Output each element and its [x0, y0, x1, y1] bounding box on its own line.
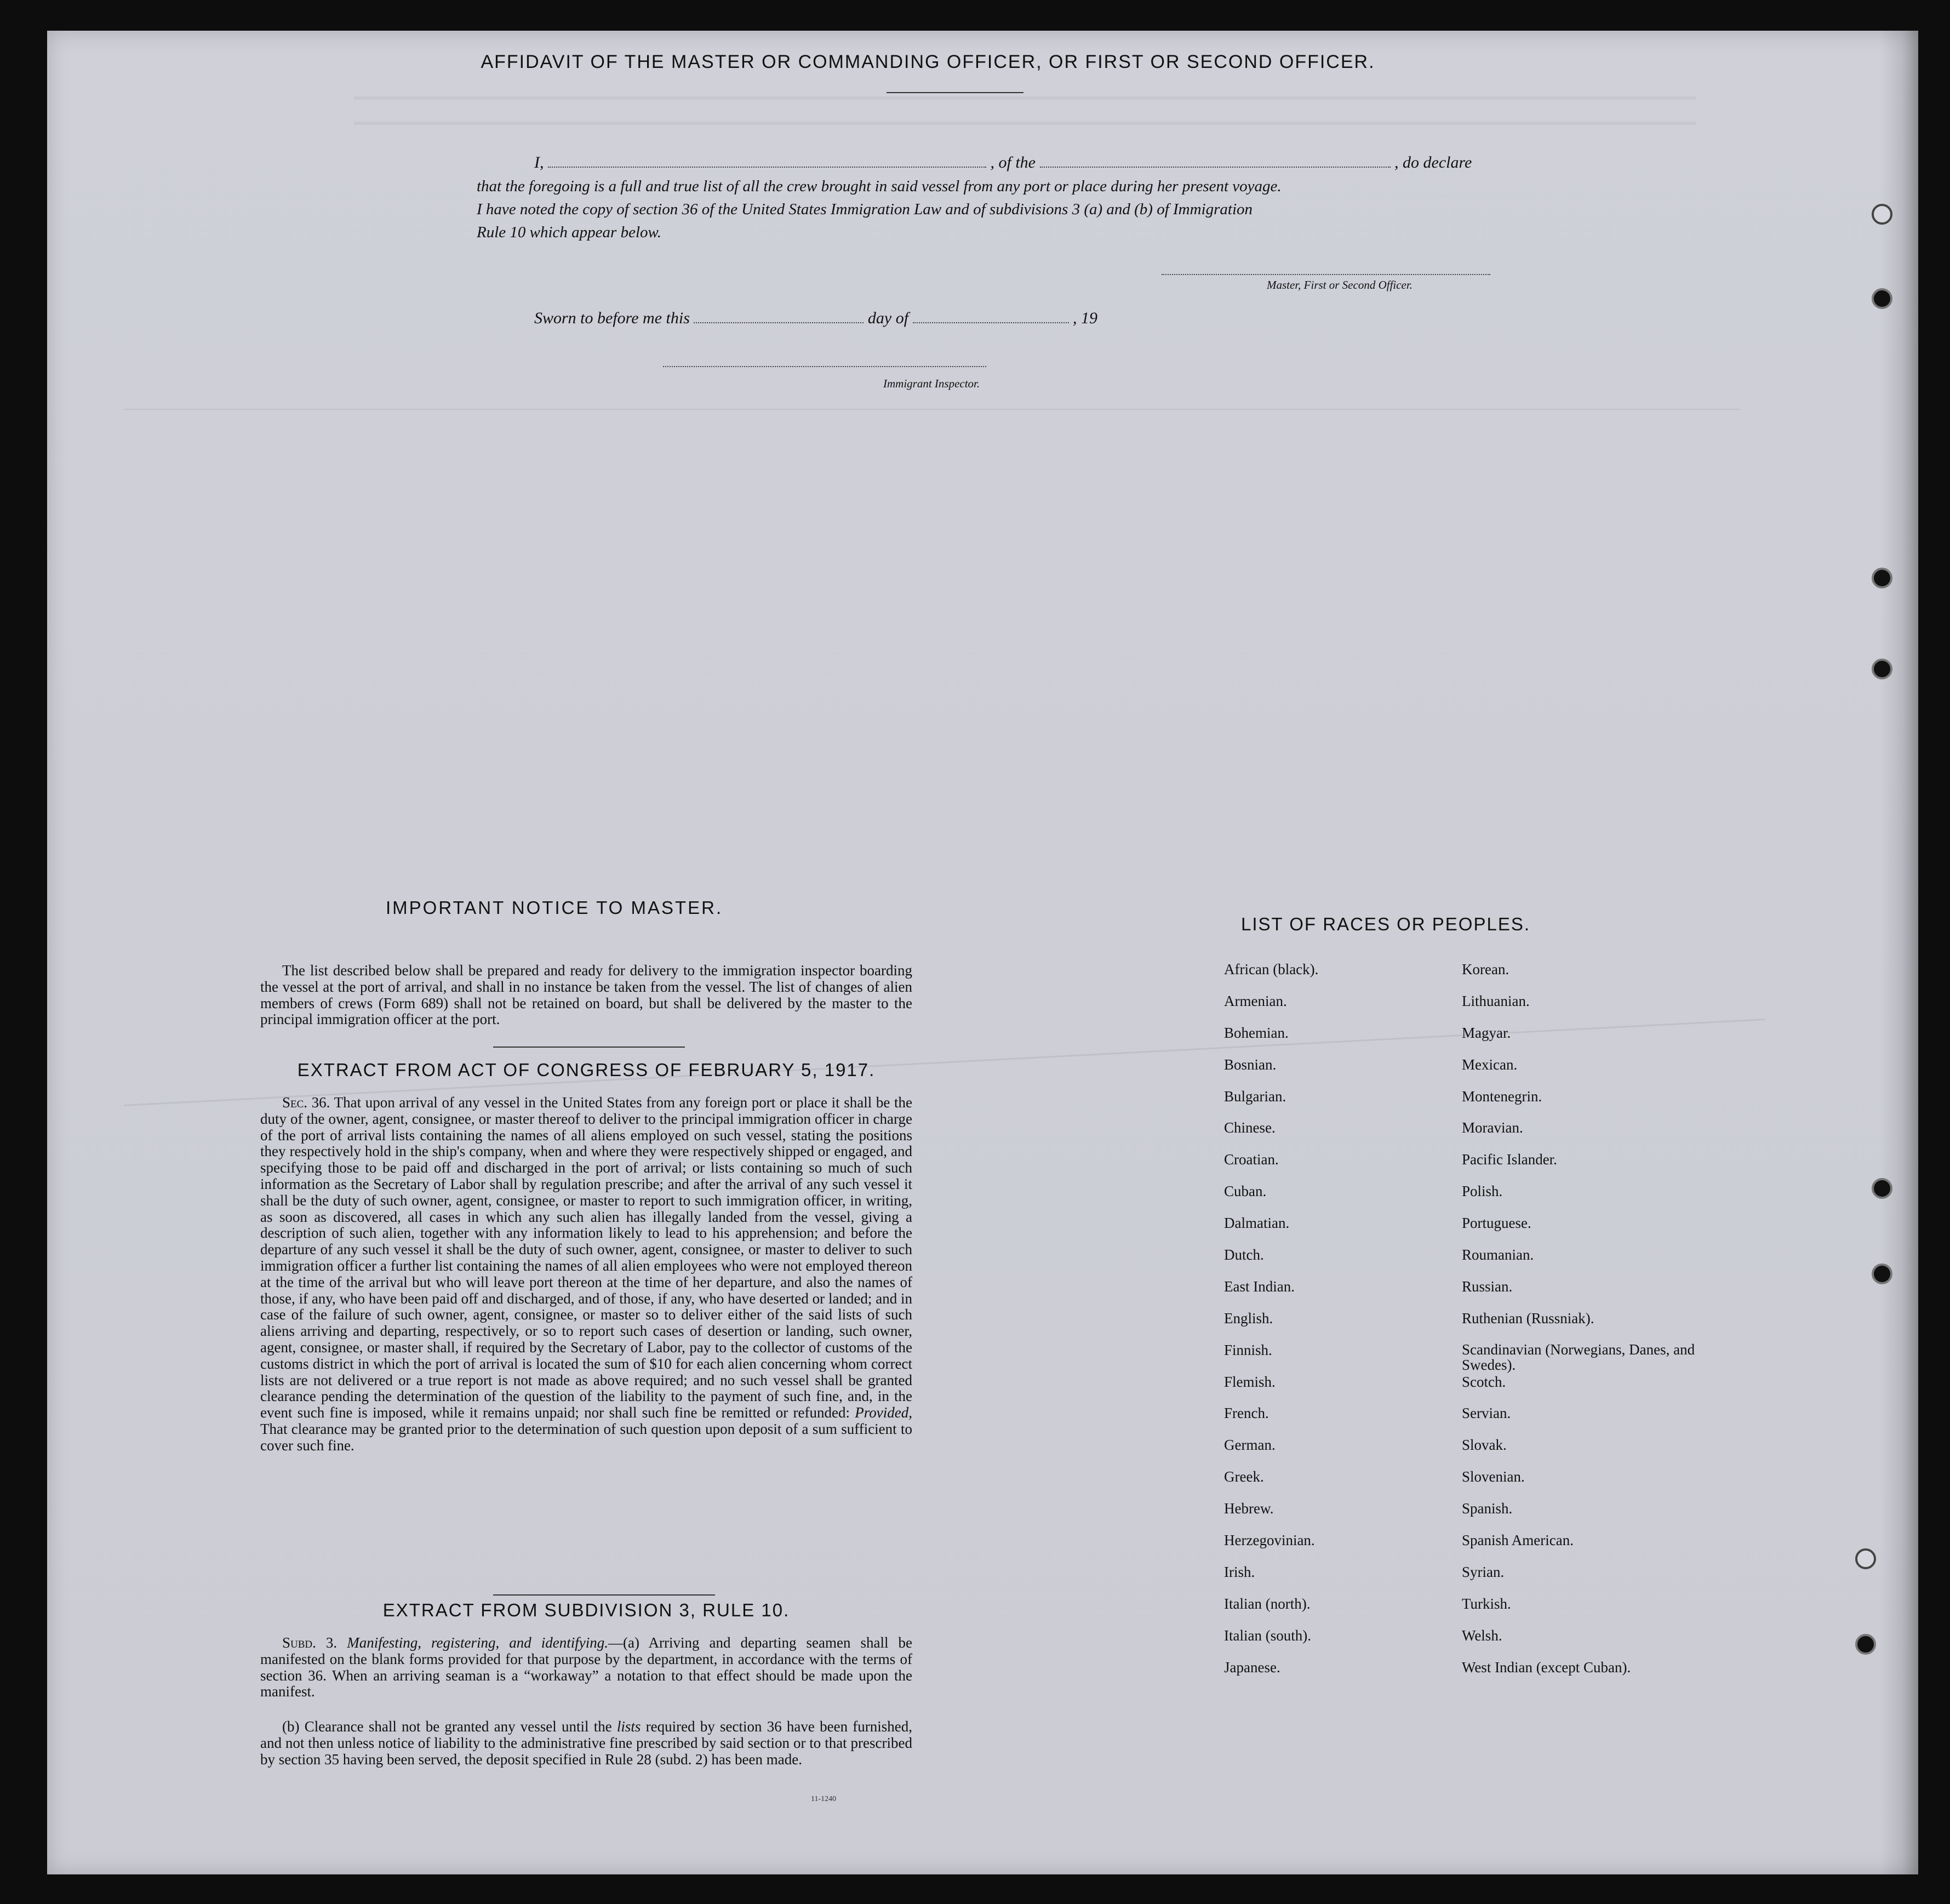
race-item: Greek.	[1224, 1468, 1264, 1485]
race-item: Chinese.	[1224, 1119, 1276, 1136]
race-item: English.	[1224, 1310, 1273, 1326]
act-rule	[493, 1594, 715, 1596]
inspector-label: Immigrant Inspector.	[883, 377, 980, 390]
rule-para-a	[260, 1635, 912, 1700]
month-blank[interactable]	[913, 310, 1069, 323]
race-item: Italian (south).	[1224, 1627, 1311, 1644]
race-item: Slovak.	[1462, 1437, 1507, 1454]
race-item: Russian.	[1462, 1278, 1513, 1295]
act-extract-heading: EXTRACT FROM ACT OF CONGRESS OF FEBRUARY 5, 1917.	[297, 1060, 876, 1080]
binder-hole	[1872, 288, 1892, 309]
race-item: Magyar.	[1462, 1024, 1511, 1041]
race-item: Roumanian.	[1462, 1247, 1534, 1263]
rule-extract-heading: EXTRACT FROM SUBDIVISION 3, RULE 10.	[382, 1600, 790, 1620]
race-item: Bosnian.	[1224, 1056, 1277, 1073]
races-right-column	[1462, 961, 1703, 1690]
race-item: Finnish.	[1224, 1341, 1272, 1358]
race-item: Welsh.	[1462, 1627, 1502, 1644]
notice-heading: IMPORTANT NOTICE TO MASTER.	[386, 897, 723, 918]
race-item: Montenegrin.	[1462, 1088, 1542, 1105]
subd-label: Subd. 3.	[282, 1634, 338, 1651]
master-signature-label: Master, First or Second Officer.	[1267, 278, 1413, 291]
act-extract-end: That clearance may be granted prior to the determination of such question upon deposit of a sum sufficient to cover such fine.	[260, 1420, 912, 1454]
race-item: Polish.	[1462, 1183, 1503, 1200]
sworn-prefix: Sworn to before me this	[534, 309, 690, 327]
race-item: Dalmatian.	[1224, 1215, 1290, 1232]
race-item: Irish.	[1224, 1563, 1255, 1580]
notice-rule	[493, 1047, 685, 1048]
binder-hole	[1872, 1178, 1892, 1199]
notice-body: The list described below shall be prepared and ready for delivery to the immigration inspector boarding the vessel at the port of arrival, and shall in no instance be taken from the vessel. The list of changes of alien members of crews (Form 689) shall not be retained on board, but shall be delivered by the master to the principal immigration officer at the port.	[260, 962, 912, 1028]
race-item: Scandinavian (Norwegians, Danes, and Swedes).	[1462, 1341, 1695, 1373]
race-item: Spanish American.	[1462, 1532, 1574, 1549]
race-item: French.	[1224, 1405, 1269, 1422]
affidavit-line-4: Rule 10 which appear below.	[477, 224, 661, 241]
day-of-label: day of	[867, 309, 909, 327]
race-item: African (black).	[1224, 961, 1319, 977]
act-extract-text: That upon arrival of any vessel in the United States from any foreign port or place it shall be the duty of the owner, agent, consignee, or master thereof to deliver to the principal immigration officer in charge of the port of arrival lists containing the names of all aliens employed on such vessel, stating the positions they respectively hold in the ship's company, when and where they were respectively shipped or engaged, and specifying those to be paid off and discharged in the port of arrival; or lists containing so much of such information as the Secretary of Labor shall by regulation prescribe; and after the arrival of any such vessel it shall be the duty of such owner, agent, consignee, or master to report to such immigration officer, in writing, as soon as discovered, all cases in which any such alien has illegally landed from the vessel, giving a description of such alien, together with any information likely to lead to his apprehension; and before the departure of any such vessel it shall be the duty of such owner, agent, consignee, or master to deliver to such immigration officer a further list containing the names of all alien employees who were not employed thereon at the time of the arrival but who will leave port thereon at the time of her departure, and also the names of those, if any, who have been paid off and discharged, and of those, if any, who have deserted or landed; and in case of the failure of such owner, agent, consignee, or master so to deliver either of the said lists of such aliens arriving and departing, respectively, or so to report such cases of desertion or landing, such owner, agent, consignee, or master shall, if required by the Secretary of Labor, pay to the collector of customs of the customs district in which the port of arrival is located the sum of $10 for each alien concerning whom correct lists are not delivered or a true report is not made as above required; and no such vessel shall be granted clearance pending the determination of the question of the liability to the payment of such fine, and, in the event such fine is imposed, while it remains unpaid; nor shall such fine be remitted or refunded:	[260, 1094, 912, 1421]
binder-hole	[1872, 204, 1892, 225]
inspector-signature-line[interactable]	[663, 366, 986, 367]
rule-para-b-end: required by section 36 have been furnished, and not then unless notice of liability to the administrative fine prescribed by said section or to that prescribed by section 35 having been served, the deposit specified in Rule 28 (subd. 2) has been made.	[260, 1718, 913, 1768]
of-the-label: , of the	[990, 153, 1036, 171]
rule-para-a-text: —(a) Arriving and departing seamen shall be manifested on the blank forms provided for that purpose by the department, in accordance with the terms of section 36. When an arriving seaman is a “workaway” a notation to that effect should be made upon the manifest.	[260, 1634, 912, 1700]
race-item: Slovenian.	[1462, 1468, 1525, 1485]
races-heading: LIST OF RACES OR PEOPLES.	[1241, 914, 1531, 934]
race-item: Pacific Islander.	[1462, 1151, 1557, 1168]
rule-para-b-start: (b) Clearance shall not be granted any vessel until the	[282, 1718, 612, 1735]
affidavit-line-1	[534, 153, 1472, 172]
race-item: Italian (north).	[1224, 1595, 1311, 1612]
race-item: Syrian.	[1462, 1563, 1505, 1580]
form-code: 11-1240	[811, 1795, 837, 1803]
sworn-line	[534, 309, 1097, 328]
year-label: , 19	[1073, 309, 1098, 327]
do-declare-label: , do declare	[1394, 153, 1472, 171]
provided-word: Provided,	[855, 1404, 913, 1421]
race-item: Servian.	[1462, 1405, 1511, 1422]
race-item: Turkish.	[1462, 1595, 1511, 1612]
master-signature-line[interactable]	[1162, 274, 1490, 275]
affidavit-line-2: that the foregoing is a full and true list of all the crew brought in said vessel from any port or place during her present voyage.	[477, 178, 1282, 195]
race-item: Cuban.	[1224, 1183, 1267, 1200]
race-item: Armenian.	[1224, 992, 1287, 1009]
race-item: Moravian.	[1462, 1119, 1523, 1136]
race-item: Scotch.	[1462, 1373, 1506, 1390]
race-item: Portuguese.	[1462, 1215, 1531, 1232]
name-blank[interactable]	[548, 155, 986, 168]
day-blank[interactable]	[694, 310, 864, 323]
race-item: Ruthenian (Russniak).	[1462, 1310, 1594, 1326]
affidavit-title: AFFIDAVIT OF THE MASTER OR COMMANDING OFFICER, OR FIRST OR SECOND OFFICER.	[481, 52, 1375, 72]
rule-para-b	[260, 1719, 912, 1768]
binder-hole	[1872, 1263, 1892, 1284]
race-item: Herzegovinian.	[1224, 1532, 1315, 1549]
sec-label: Sec. 36.	[282, 1094, 330, 1111]
race-item: Spanish.	[1462, 1500, 1513, 1517]
race-item: German.	[1224, 1437, 1276, 1454]
race-item: Croatian.	[1224, 1151, 1279, 1168]
lists-word: lists	[616, 1718, 641, 1735]
race-item: Japanese.	[1224, 1659, 1280, 1676]
race-item: Bulgarian.	[1224, 1088, 1286, 1105]
race-item: Korean.	[1462, 961, 1509, 977]
act-extract-body	[260, 1095, 912, 1454]
race-item: West Indian (except Cuban).	[1462, 1659, 1631, 1676]
affidavit-line-3: I have noted the copy of section 36 of the United States Immigration Law and of subdivisions 3 (a) and (b) of Immigration	[477, 201, 1253, 218]
title-rule	[887, 92, 1023, 93]
subd-title: Manifesting, registering, and identifying.	[347, 1634, 608, 1651]
binder-hole	[1872, 659, 1892, 679]
race-item: Hebrew.	[1224, 1500, 1274, 1517]
binder-hole	[1872, 568, 1892, 588]
vessel-blank[interactable]	[1040, 155, 1391, 168]
binder-hole	[1855, 1548, 1876, 1569]
race-item: Dutch.	[1224, 1247, 1264, 1263]
race-item: Flemish.	[1224, 1373, 1276, 1390]
races-left-column	[1224, 961, 1318, 1690]
race-item: Bohemian.	[1224, 1024, 1289, 1041]
i-label: I,	[534, 153, 544, 171]
race-item: East Indian.	[1224, 1278, 1295, 1295]
binder-hole	[1855, 1634, 1876, 1655]
race-item: Lithuanian.	[1462, 992, 1530, 1009]
race-item: Mexican.	[1462, 1056, 1518, 1073]
